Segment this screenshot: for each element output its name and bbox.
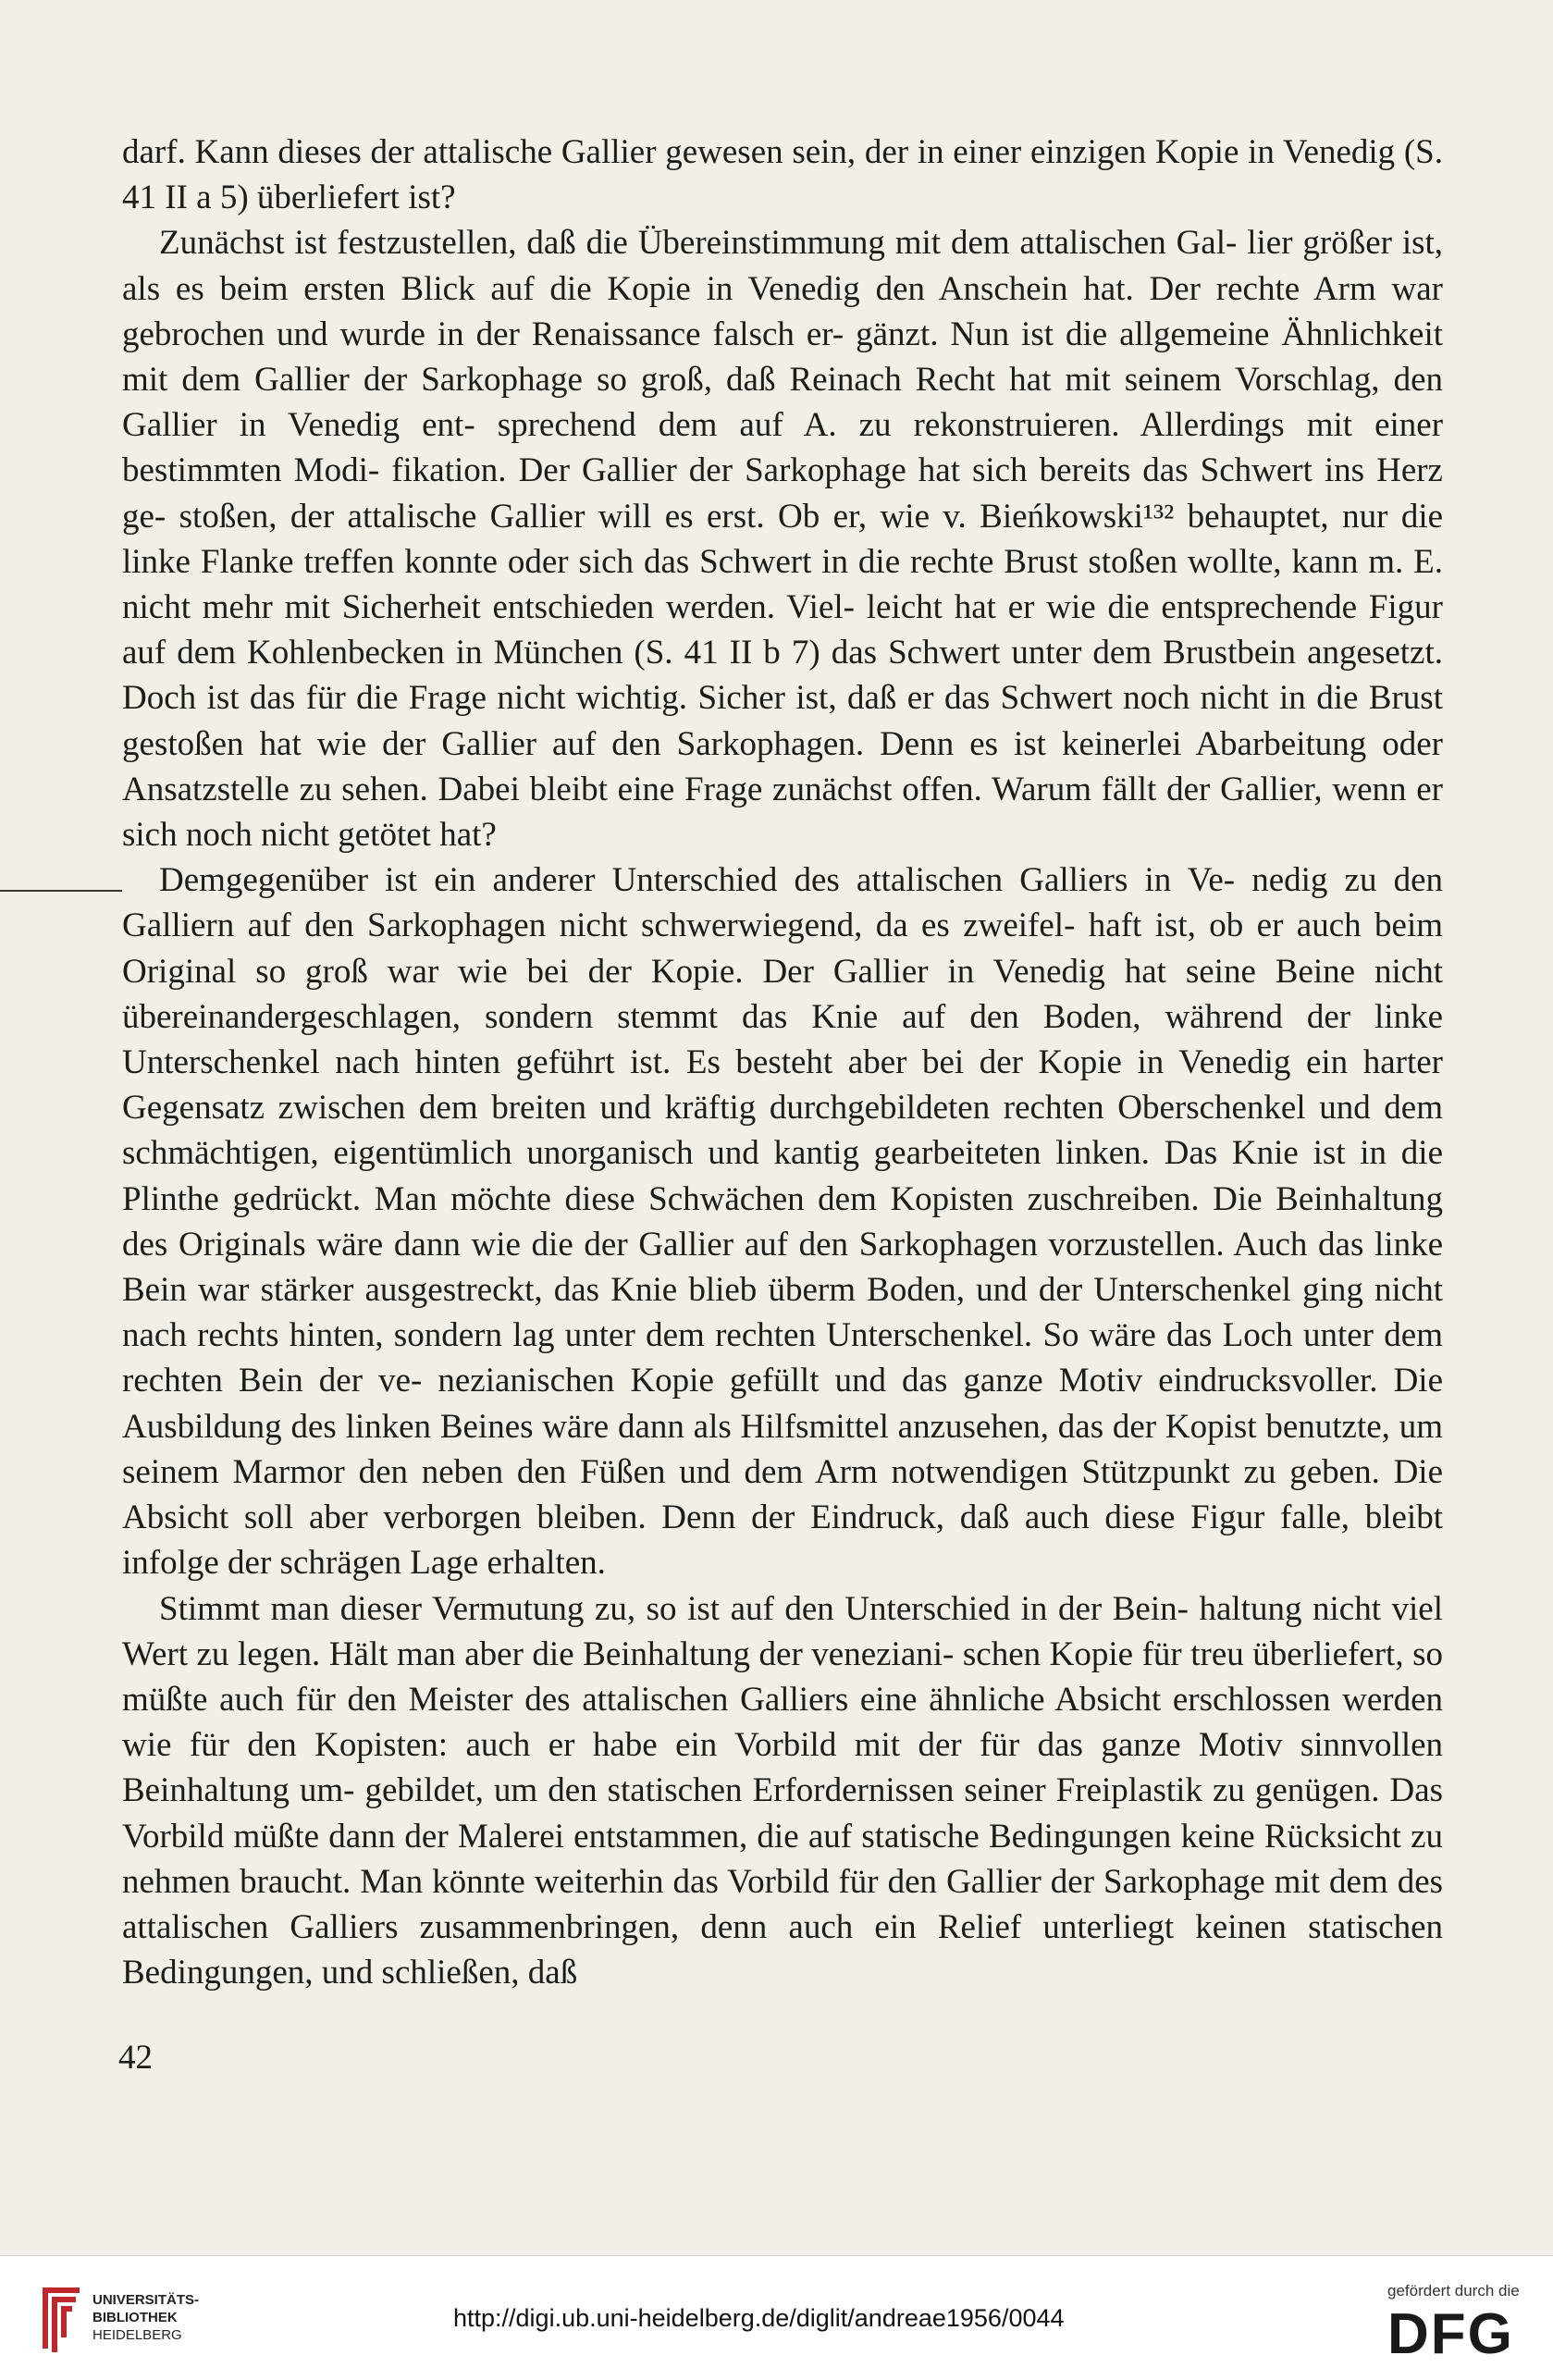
body-text (122, 129, 1443, 1995)
library-name (92, 2291, 199, 2344)
text-line: stoßen, der attalische Gallier will es erst. Ob er, wie v. Bieńkowski¹³² behauptet, (179, 497, 1329, 536)
paragraph (122, 857, 1443, 1585)
text-line: haft ist, ob er auch beim Original so groß war wie bei der Kopie. Der Gallier (122, 906, 1444, 991)
text-line: Demgegenüber ist ein anderer Unterschied des attalischen Galliers in Ve- (159, 861, 1236, 900)
text-line: in Venedig (S. 41 II a 5) überliefert ist? (122, 133, 1443, 217)
scan-mark-line (0, 890, 122, 892)
funding-caption: gefördert durch die (1387, 2282, 1520, 2300)
library-name-line1: UNIVERSITÄTS- (92, 2292, 200, 2308)
dfg-logo: DFG (1387, 2302, 1514, 2366)
text-line: eigentümlich unorganisch und kantig gearbeiteten linken. Das Knie ist in die (333, 1134, 1443, 1173)
text-line: zu geben. Die Absicht soll aber verborgen bleiben. Denn der Eindruck, daß auch (122, 1452, 1444, 1537)
ub-heidelberg-logo-icon (37, 2284, 85, 2356)
text-line: sprechend dem auf A. zu rekonstruieren. Allerdings mit einer bestimmten Modi- (122, 406, 1444, 490)
text-line: um seinem Marmor den neben den Füßen und dem Arm notwendigen Stützpunkt (122, 1407, 1443, 1491)
text-line: breiten und kräftig durchgebildeten rechten Oberschenkel und dem schmächtigen, (122, 1089, 1444, 1173)
text-line: in Venedig hat seine Beine nicht übereinandergeschlagen, sondern stemmt das (122, 952, 1444, 1036)
text-line: (S. 41 II b 7) das Schwert unter dem Brustbein angesetzt. Doch ist das für die (122, 634, 1443, 718)
text-line: Stimmt man dieser Vermutung zu, so ist auf den Unterschied in der Bein- (159, 1589, 1189, 1628)
text-line: haltung nicht viel Wert zu legen. Hält man aber die Beinhaltung der veneziani- (122, 1589, 1444, 1673)
text-line: gebildet, um den statischen Erfordernissen seiner Freiplastik zu genügen. Das (364, 1771, 1444, 1810)
library-name-line3: HEIDELBERG (92, 2327, 182, 2343)
text-line: lier größer ist, als es beim ersten Blick auf die Kopie in Venedig den Anschein (122, 224, 1444, 308)
text-line: stoßen wollte, kann m. E. nicht mehr mit Sicherheit entschieden werden. Viel- (122, 542, 1444, 627)
text-line: Galliers eine ähnliche Absicht erschlossen werden wie für den Kopisten: auch (122, 1680, 1443, 1765)
paragraph (122, 1586, 1443, 1996)
text-line: Knie auf den Boden, während der linke Unterschenkel nach hinten geführt ist. (122, 997, 1443, 1082)
text-line: Gallier der Sarkophage mit dem des attalischen Galliers zusammenbringen, denn (122, 1862, 1444, 1946)
text-line: hat wie der Gallier auf den Sarkophagen. Denn es ist keinerlei Abarbeitung oder (259, 724, 1443, 763)
library-name-line2: BIBLIOTHEK (92, 2310, 178, 2325)
text-line: dem rechten Unterschenkel. So wäre das Loch unter dem rechten Bein der ve- (122, 1316, 1443, 1400)
text-line: Ansatzstelle zu sehen. Dabei bleibt eine Frage zunächst offen. Warum fällt der (122, 770, 1211, 808)
text-line: Es besteht aber bei der Kopie in Venedig ein harter Gegensatz zwischen dem (122, 1043, 1444, 1128)
paragraph (122, 129, 1443, 220)
text-line: auch ein Relief unterliegt keinen statischen Bedingungen, und schließen, daß (122, 1907, 1444, 1992)
permalink-url[interactable]: http://digi.ub.uni-heidelberg.de/diglit/andreae1956/0044 (453, 2304, 1065, 2332)
text-line: gänzt. Nun ist die allgemeine Ähnlichkeit mit dem Gallier der Sarkophage so (122, 314, 1444, 400)
text-line: Boden, und der Unterschenkel ging nicht nach rechts hinten, sondern lag unter (122, 1271, 1444, 1355)
text-line: fikation. Der Gallier der Sarkophage hat sich bereits das Schwert ins Herz ge- (122, 451, 1443, 536)
text-line: nedig zu den Galliern auf den Sarkophagen nicht schwerwiegend, da es zweifel- (122, 861, 1443, 945)
text-line: schen Kopie für treu überliefert, so müßte auch für den Meister des attalischen (122, 1634, 1443, 1719)
text-line: nezianischen Kopie gefüllt und das ganze Motiv eindrucksvoller. Die Ausbildung (122, 1362, 1443, 1446)
text-line: des linken Beines wäre dann als Hilfsmittel anzusehen, das der Kopist benutzte, (290, 1407, 1390, 1446)
text-line: Gallier, wenn er sich noch nicht getötet hat? (122, 770, 1443, 855)
text-line: vorzustellen. Auch das linke Bein war stärker ausgestreckt, das Knie blieb überm (122, 1225, 1444, 1310)
paragraph (122, 220, 1443, 857)
text-line: darf. Kann dieses der attalische Gallier gewesen sein, der in einer einzigen Kopie (122, 133, 1239, 171)
page-number: 42 (118, 2039, 153, 2077)
text-line: hat. Der rechte Arm war gebrochen und wurde in der Renaissance falsch er- (122, 269, 1444, 353)
text-line: nur die linke Flanke treffen konnte oder sich das Schwert in die rechte Brust (122, 497, 1444, 581)
text-line: Frage nicht wichtig. Sicher ist, daß er das Schwert noch nicht in die Brust gestoßen (122, 679, 1443, 763)
text-line: leicht hat er wie die entsprechende Figur auf dem Kohlenbecken in München (122, 588, 1444, 672)
text-line: Plinthe gedrückt. Man möchte diese Schwächen dem Kopisten zuschreiben. Die (122, 1179, 1263, 1218)
text-line: keine Rücksicht zu nehmen braucht. Man könnte weiterhin das Vorbild für den (122, 1817, 1444, 1901)
text-line: Beinhaltung des Originals wäre dann wie die der Gallier auf den Sarkophagen (122, 1179, 1444, 1264)
text-line: er habe ein Vorbild mit der für das ganze Motiv sinnvollen Beinhaltung um- (122, 1726, 1444, 1810)
viewer-footer (0, 2255, 1553, 2380)
text-line: groß, daß Reinach Recht hat mit seinem Vorschlag, den Gallier in Venedig ent- (122, 361, 1444, 445)
text-line: Zunächst ist festzustellen, daß die Übereinstimmung mit dem attalischen Gal- (159, 224, 1238, 263)
text-line: Vorbild müßte dann der Malerei entstammen, die auf statische Bedingungen (122, 1817, 1172, 1856)
text-line: diese Figur falle, bleibt infolge der schrägen Lage erhalten. (122, 1498, 1443, 1583)
